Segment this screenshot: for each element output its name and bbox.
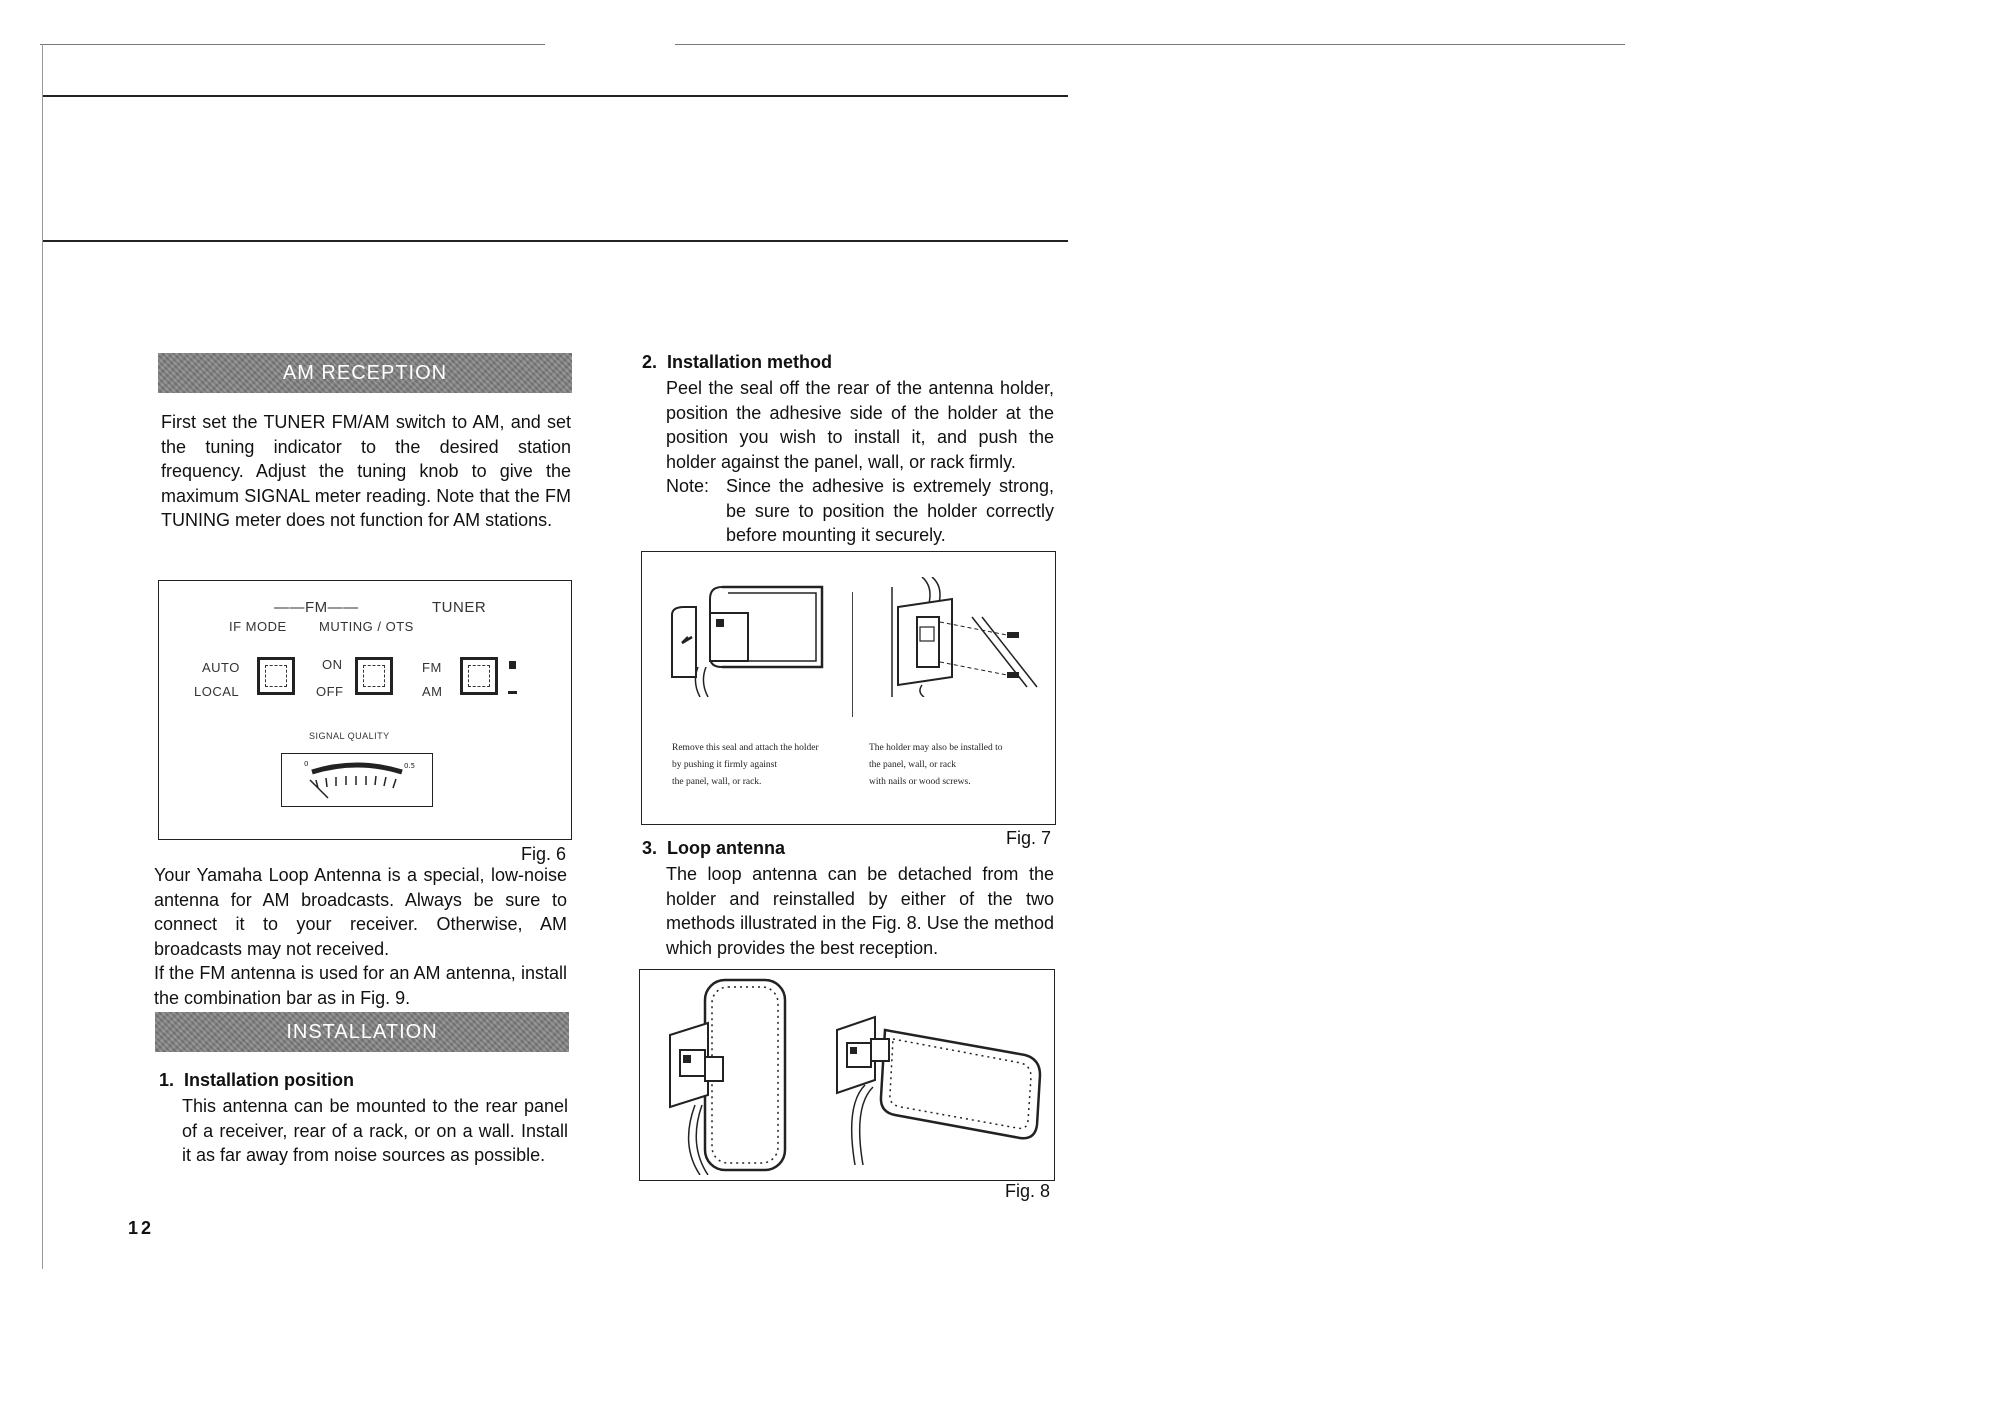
installation-title: INSTALLATION [286,1020,438,1043]
fig7-caption-left-1: Remove this seal and attach the holder [672,743,819,753]
fig6-frame [158,580,572,840]
am-reception-banner [158,353,572,393]
if-mode-switch [257,657,295,695]
am-reception-body [161,410,571,533]
note-label: Note: [666,476,710,496]
fm-indicator-mark [509,661,516,669]
loop-antenna-horizontal-illustration [825,975,1045,1175]
fig7-caption-right-2: the panel, wall, or rack [869,760,957,770]
installation-method-body [666,376,1054,474]
fig7-caption-right [869,740,1003,791]
holder-screws-illustration [862,577,1047,697]
installation-method-text: Peel the seal off the rear of the antenna holder, position the adhesive side of the holder at the position you wish to install it, and push the holder against the panel, wall, or rack firmly. [666,378,1054,472]
fig7-caption-left [672,740,819,791]
svg-text:0.5: 0.5 [404,762,416,770]
signal-meter-dial-icon [282,754,432,806]
fig6-label: Fig. 6 [521,844,567,864]
page-number: 12 [128,1218,155,1238]
fig6-fm-label: FM [422,660,442,675]
am-reception-text: First set the TUNER FM/AM switch to AM, and set the tuning indicator to the desired station frequency. Adjust the tuning knob to give the maximum SIGNAL meter reading. Note that the FM TUNING meter does not function for AM stations. [161,412,571,530]
installation-position-heading: 1. Installation position [159,1070,355,1090]
fig6-signal-quality-label: SIGNAL QUALITY [309,731,390,741]
fig7-caption-right-1: The holder may also be installed to [869,743,1003,753]
fig7-caption-right-3: with nails or wood screws. [869,777,971,787]
top-rule-thin-right [675,44,1625,45]
fig6-am-label: AM [422,684,443,699]
top-rule-thin [40,44,545,45]
fig6-tuner-header: TUNER [432,599,487,616]
header-rule-top [43,95,1068,97]
fig6-off-label: OFF [316,684,344,699]
fig8-label: Fig. 8 [1005,1181,1051,1201]
note-text: Since the adhesive is extremely strong, be sure to position the holder correctly before mounting it securely. [726,476,1054,545]
loop-antenna-heading: 3. Loop antenna [642,838,786,858]
fig6-auto-label: AUTO [202,660,240,675]
holder-seal-illustration [662,577,837,697]
header-rule-bottom [43,240,1068,242]
am-indicator-mark [508,691,517,694]
fig6-if-mode-label: IF MODE [229,619,287,634]
fig6-on-label: ON [322,657,343,672]
loop-antenna-text: The loop antenna can be detached from the holder and reinstalled by either of the two methods illustrated in the Fig. 8. Use the method which provides the best reception. [666,864,1054,958]
loop-antenna-vertical-illustration [650,975,820,1175]
fig6-local-label: LOCAL [194,684,240,699]
fig6-fm-header: ——FM—— [274,599,359,616]
loop-antenna-body [666,862,1054,960]
fig7-label: Fig. 7 [1006,828,1052,848]
muting-switch [355,657,393,695]
fig6-muting-label: MUTING / OTS [319,619,414,634]
loop-intro-text-2: If the FM antenna is used for an AM antenna, install the combination bar as in Fig. 9. [154,963,567,1008]
fig7-caption-left-2: by pushing it firmly against [672,760,778,770]
installation-position-body [182,1094,568,1168]
installation-position-text: This antenna can be mounted to the rear panel of a receiver, rear of a rack, or on a wall. Install it as far away from noise sources as possible. [182,1096,568,1165]
loop-intro-text-1: Your Yamaha Loop Antenna is a special, low-noise antenna for AM broadcasts. Always be sure to connect it to your receiver. Otherwise, AM broadcasts may not received. [154,865,567,959]
signal-meter [281,753,433,807]
installation-banner [155,1012,569,1052]
installation-method-heading: 2. Installation method [642,352,833,372]
fig7-frame [641,551,1056,825]
am-reception-title: AM RECEPTION [282,361,448,384]
loop-intro-body [154,863,567,1010]
fig7-caption-left-3: the panel, wall, or rack. [672,777,762,787]
fig8-frame [639,969,1055,1181]
svg-text:0: 0 [304,760,309,768]
left-margin-line [42,44,43,1269]
fig7-divider [852,592,853,717]
fm-am-switch [460,657,498,695]
note-body [726,474,1054,548]
